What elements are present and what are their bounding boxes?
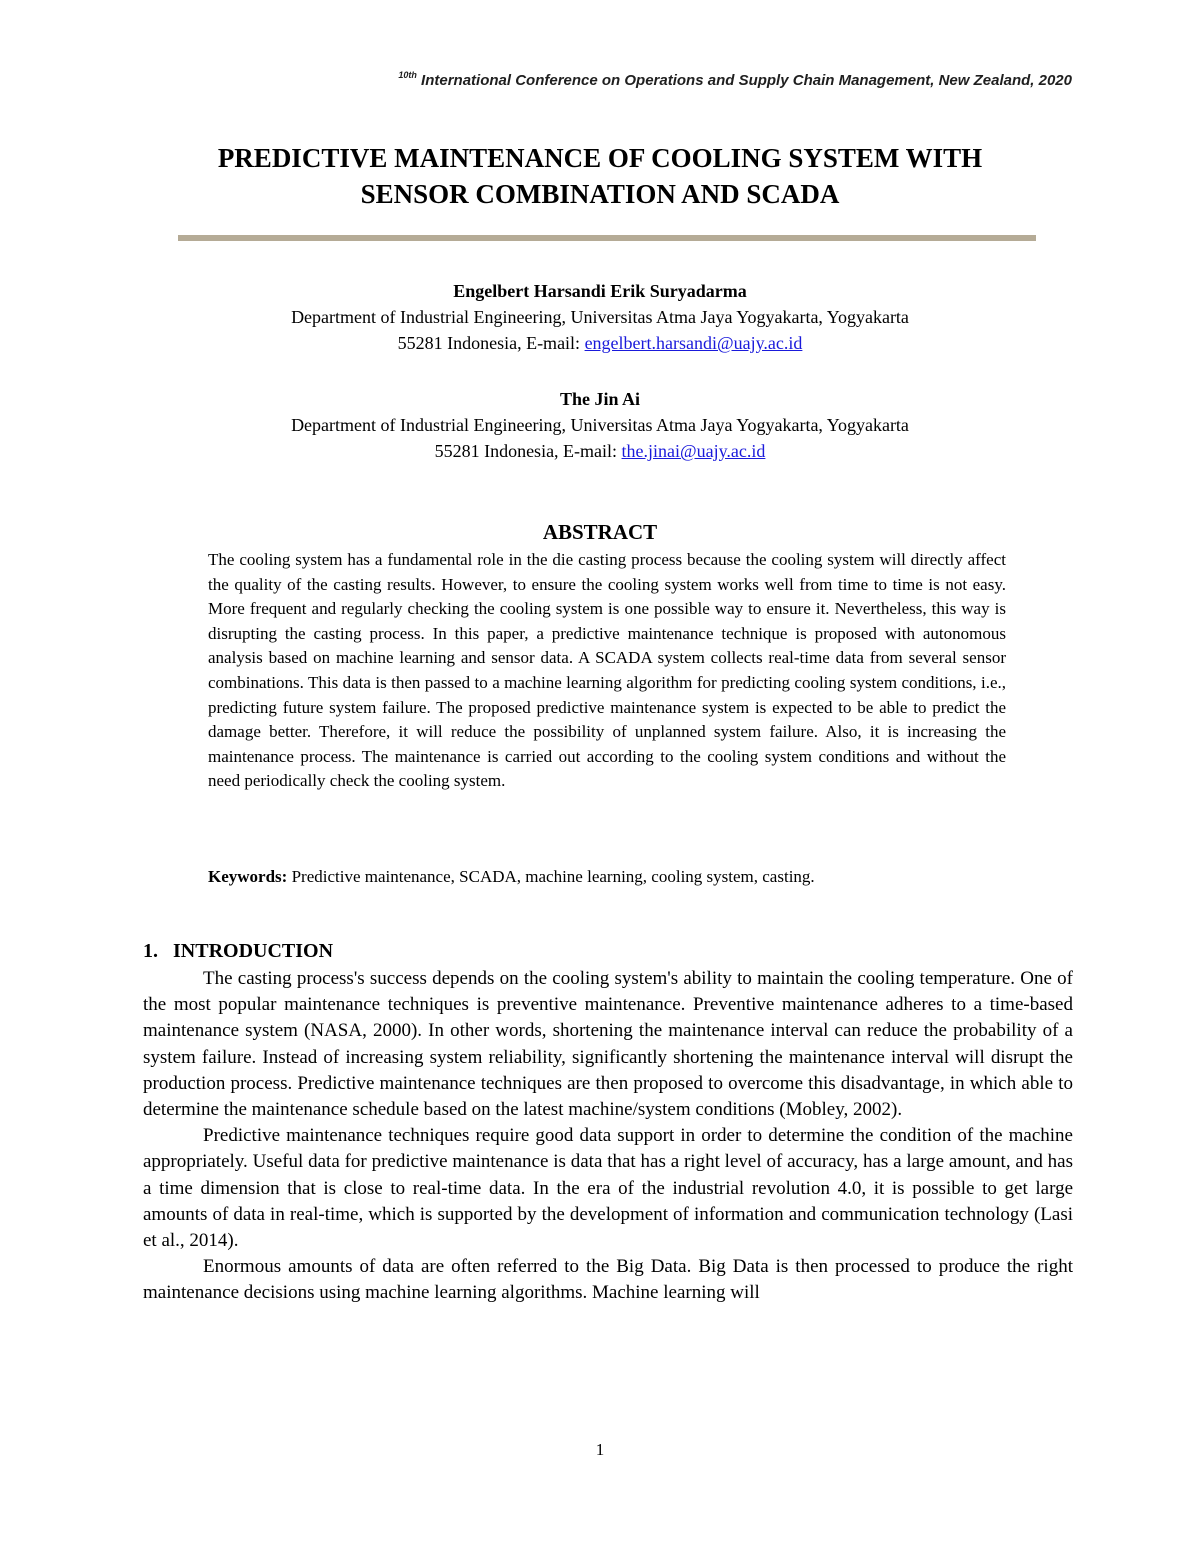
author-address: 55281 Indonesia, E-mail: engelbert.harsandi@uajy.ac.id — [397, 333, 803, 353]
section-title: INTRODUCTION — [173, 940, 334, 962]
author-email-link[interactable]: the.jinai@uajy.ac.id — [621, 441, 766, 461]
keywords-text: Predictive maintenance, SCADA, machine learning, cooling system, casting. — [287, 867, 815, 886]
title-line-1: PREDICTIVE MAINTENANCE OF COOLING SYSTEM WITH — [217, 143, 983, 173]
body-paragraph: Predictive maintenance techniques require good data support in order to determine the condition of the machine appropriately. Useful data for predictive maintenance is data that has a right level of accuracy, has a large amount, and has a time dimension that is close to real-time data. In the era of the industrial revolution 4.0, it is possible to get large amounts of data in real-time, which is supported by the development of information and communication technology (Lasi et al., 2014). — [143, 1125, 1073, 1252]
title-line-2: SENSOR COMBINATION AND SCADA — [360, 179, 840, 209]
author-name: The Jin Ai — [559, 389, 641, 409]
title-divider — [178, 235, 1036, 241]
section-heading — [143, 940, 333, 963]
paper-title — [100, 140, 1100, 212]
author-name: Engelbert Harsandi Erik Suryadarma — [453, 281, 747, 301]
header-ordinal: 10th — [398, 70, 417, 80]
author-affiliation: Department of Industrial Engineering, Universitas Atma Jaya Yogyakarta, Yogyakarta — [291, 415, 909, 435]
section-body — [143, 966, 1073, 1307]
abstract-text: The cooling system has a fundamental role in the die casting process because the cooling system will directly affect the quality of the casting results. However, to ensure the cooling system works well from time to time is not easy. More frequent and regularly checking the cooling system is one possible way to ensure it. Nevertheless, this way is disrupting the casting process. In this paper, a predictive maintenance technique is proposed with autonomous analysis based on machine learning and sensor data. A SCADA system collects real-time data from several sensor combinations. This data is then passed to a machine learning algorithm for predicting cooling system conditions, i.e., predicting future system failure. The proposed predictive maintenance system is expected to be able to predict the damage better. Therefore, it will reduce the possibility of unplanned system failure. Also, it is increasing the maintenance process. The maintenance is carried out according to the cooling system conditions and without the need periodically check the cooling system. — [208, 550, 1006, 791]
author-block-2 — [150, 386, 1050, 464]
keywords-label: Keywords: — [208, 867, 288, 886]
body-paragraph: The casting process's success depends on the cooling system's ability to maintain the cooling temperature. One of the most popular maintenance techniques is preventive maintenance. Preventive maintenance adheres to a time-based maintenance system (NASA, 2000). In other words, shortening the maintenance interval can reduce the probability of a system failure. Instead of increasing system reliability, significantly shortening the maintenance interval will disrupt the production process. Predictive maintenance techniques are then proposed to overcome this disadvantage, in which able to determine the maintenance schedule based on the latest machine/system conditions (Mobley, 2002). — [143, 968, 1073, 1121]
author-block-1 — [150, 278, 1050, 356]
author-address: 55281 Indonesia, E-mail: the.jinai@uajy.ac.id — [434, 441, 766, 461]
keywords — [208, 867, 1006, 887]
running-header — [398, 70, 1072, 89]
body-paragraph: Enormous amounts of data are often referred to the Big Data. Big Data is then processed to produce the right maintenance decisions using machine learning algorithms. Machine learning will — [143, 1256, 1073, 1304]
header-conference: International Conference on Operations and Supply Chain Management, New Zealand, 2020 — [416, 72, 1072, 89]
author-email-link[interactable]: engelbert.harsandi@uajy.ac.id — [584, 333, 803, 353]
page-number: 1 — [595, 1440, 605, 1459]
abstract-heading: ABSTRACT — [542, 520, 658, 544]
section-number: 1. — [143, 940, 158, 962]
author-affiliation: Department of Industrial Engineering, Universitas Atma Jaya Yogyakarta, Yogyakarta — [291, 307, 909, 327]
